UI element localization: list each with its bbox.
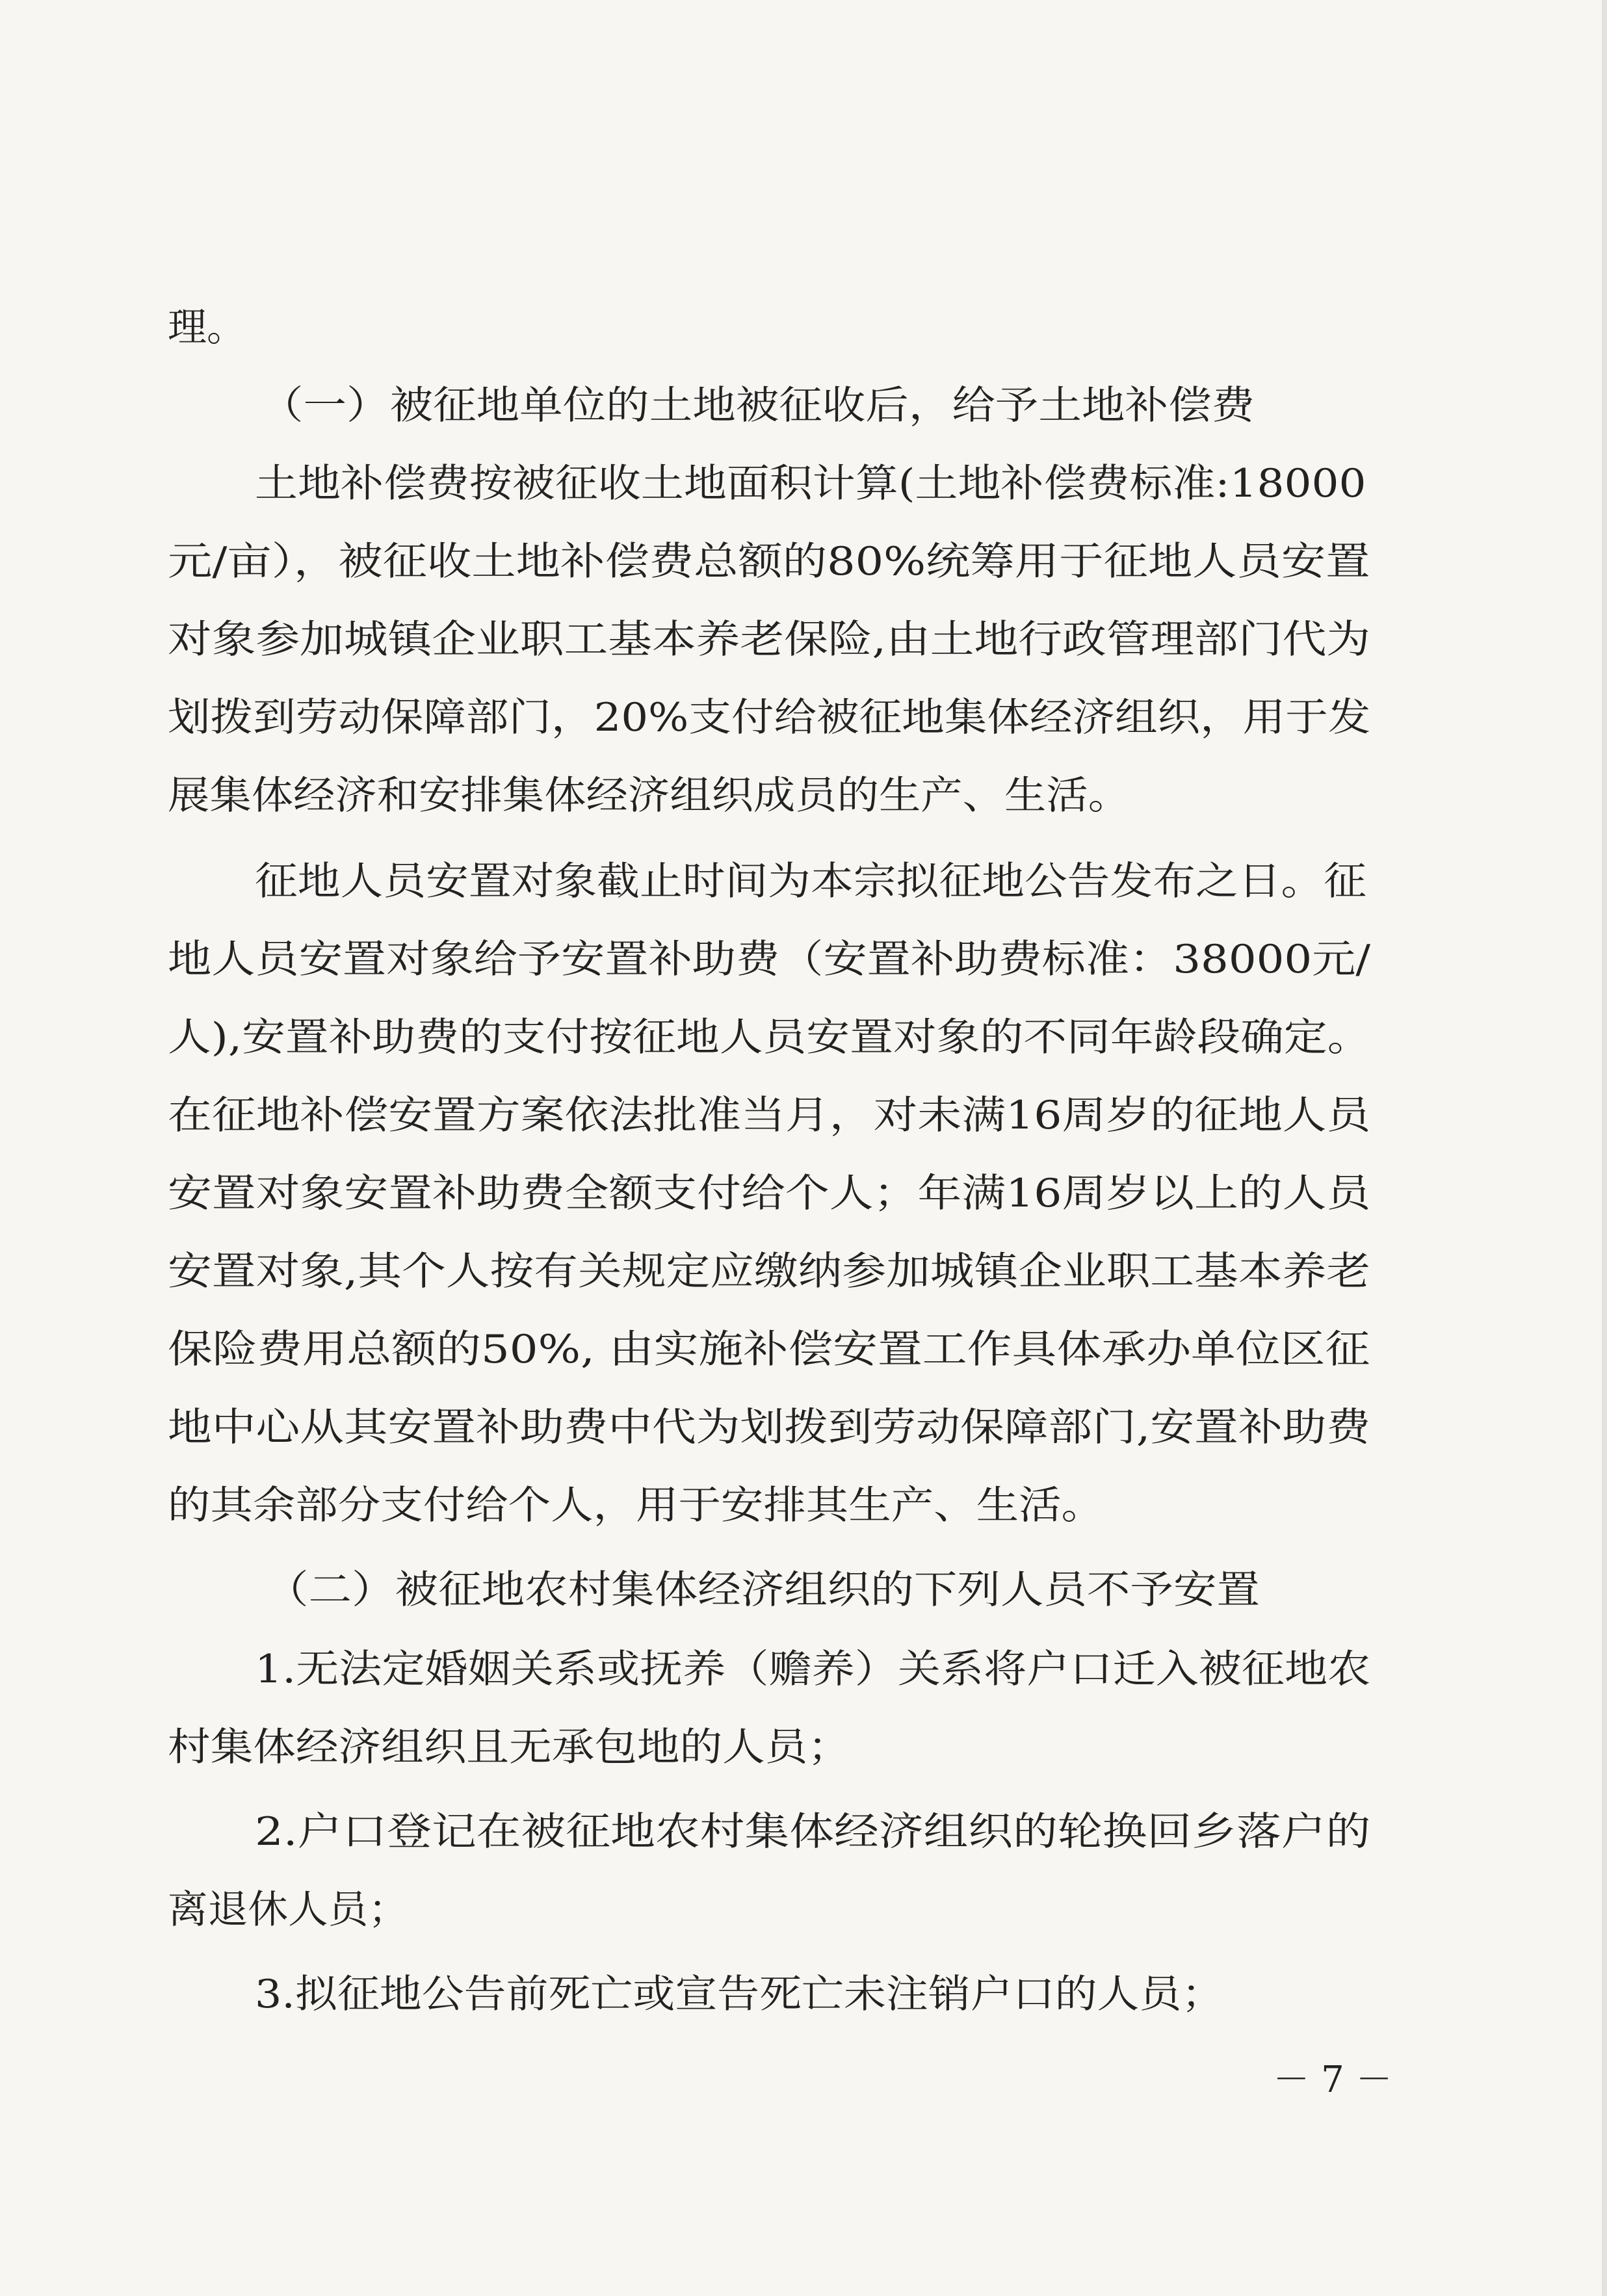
text-line	[0, 1233, 1607, 1311]
text-line	[0, 679, 1607, 757]
text-line	[0, 1076, 1607, 1155]
line-text: 的其余部分支付给个人，用于安排其生产、生活。	[168, 1483, 1104, 1528]
text-line	[0, 1793, 1607, 1871]
line-text: 离退休人员；	[168, 1887, 409, 1933]
text-line	[0, 1155, 1607, 1233]
text-line	[0, 1467, 1607, 1545]
text-line	[0, 1871, 1607, 1949]
line-text: 划拨到劳动保障部门，20%支付给被征地集体经济组织，用于发	[168, 695, 1371, 740]
text-line	[0, 842, 1607, 920]
text-line	[0, 1311, 1607, 1389]
line-text: 2.户口登记在被征地农村集体经济组织的轮换回乡落户的	[255, 1809, 1371, 1855]
line-text: 安置对象安置补助费全额支付给个人；年满16周岁以上的人员	[168, 1171, 1371, 1216]
line-text: 3.拟征地公告前死亡或宣告死亡未注销户口的人员；	[255, 1972, 1224, 2017]
text-line	[0, 920, 1607, 998]
line-text: 元/亩），被征收土地补偿费总额的80%统筹用于征地人员安置	[168, 539, 1370, 584]
line-text: 保险费用总额的50%, 由实施补偿安置工作具体承办单位区征	[168, 1327, 1370, 1372]
text-line	[0, 1708, 1607, 1786]
line-text: 理。	[168, 305, 246, 350]
line-text: 人),安置补助费的支付按征地人员安置对象的不同年龄段确定。	[168, 1015, 1371, 1060]
text-line	[0, 601, 1607, 679]
line-text: 安置对象,其个人按有关规定应缴纳参加城镇企业职工基本养老	[168, 1249, 1371, 1294]
text-line	[0, 757, 1607, 835]
text-line	[0, 1955, 1607, 2033]
text-line	[0, 523, 1607, 601]
section-heading	[0, 367, 1607, 445]
line-text: 在征地补偿安置方案依法批准当月，对未满16周岁的征地人员	[168, 1093, 1371, 1138]
text-line	[0, 1389, 1607, 1467]
text-line	[0, 998, 1607, 1076]
text-line	[0, 1630, 1607, 1708]
heading-text: （二）被征地农村集体经济组织的下列人员不予安置	[265, 1567, 1261, 1613]
line-text: 征地人员安置对象截止时间为本宗拟征地公告发布之日。征	[255, 859, 1367, 904]
page-number: － 7 －	[1273, 2059, 1392, 2101]
line-text: 土地补偿费按被征收土地面积计算(土地补偿费标准:18000	[255, 461, 1366, 506]
line-text: 地中心从其安置补助费中代为划拨到劳动保障部门,安置补助费	[168, 1405, 1371, 1450]
heading-text: （一）被征地单位的土地被征收后，给予土地补偿费	[260, 383, 1255, 428]
line-text: 对象参加城镇企业职工基本养老保险,由土地行政管理部门代为	[168, 617, 1371, 662]
text-line	[0, 289, 1607, 367]
line-text: 地人员安置对象给予安置补助费（安置补助费标准：38000元/	[168, 937, 1371, 982]
section-heading	[0, 1551, 1607, 1629]
line-text: 展集体经济和安排集体经济组织成员的生产、生活。	[168, 773, 1130, 818]
text-line	[0, 445, 1607, 523]
line-text: 村集体经济组织且无承包地的人员；	[168, 1725, 851, 1770]
line-text: 1.无法定婚姻关系或抚养（赡养）关系将户口迁入被征地农	[255, 1647, 1371, 1692]
